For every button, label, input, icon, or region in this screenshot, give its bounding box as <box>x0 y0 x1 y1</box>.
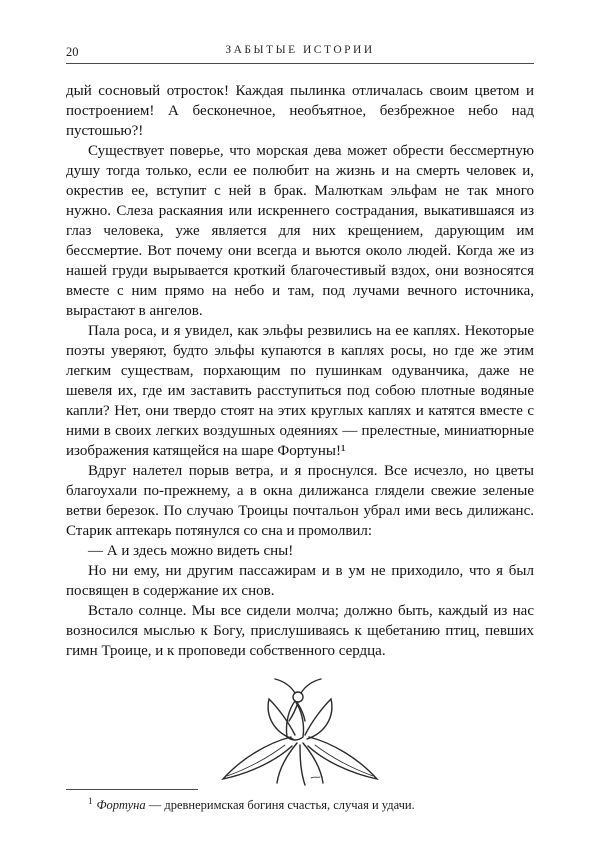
header-divider <box>66 63 534 64</box>
fairy-on-flower-icon <box>215 677 385 789</box>
footnote <box>66 797 534 813</box>
page-header <box>66 44 534 59</box>
body-text <box>66 81 534 661</box>
footnote-divider <box>66 789 198 790</box>
dialog-line: — А и здесь можно видеть сны! <box>88 543 294 559</box>
paragraph: Пала роса, и я увидел, как эльфы резвились на ее каплях. Некоторые поэты уверяют, будто эльфы купаются в каплях росы, но где же этим легким существам, порхающим по пушинкам одуванчика, даже не шевеля их, где им заставить расступиться под собою плотные водяные капли? Нет, они твердо стоят на этих круглых каплях и катятся вместе с ними в своих легких воздушных одеяниях — прелестные, миниатюрные изображения катящейся на шаре Фортуны!¹ <box>66 323 534 459</box>
page-number: 20 <box>66 45 79 59</box>
footnote-text: — древнеримская богиня счастья, случая и удачи. <box>148 798 415 812</box>
footnote-block <box>66 789 534 813</box>
fairy-flower-illustration <box>66 677 534 789</box>
paragraph: дый сосновый отросток! Каждая пылинка отличалась своим цветом и построением! А бесконечное, необъятное, безбрежное небо над пустошью?! <box>66 83 534 139</box>
paragraph: Но ни ему, ни другим пассажирам и в ум не приходило, что я был посвящен в содержание их снов. <box>66 563 534 599</box>
footnote-marker: 1 <box>88 795 93 806</box>
running-title: ЗАБЫТЫЕ ИСТОРИИ <box>225 44 375 56</box>
paragraph: Встало солнце. Мы все сидели молча; должно быть, каждый из нас возносился мыслью к Богу, прислушиваясь к щебетанию птиц, певших гимн Троице, и к проповеди собственного сердца. <box>66 603 534 659</box>
paragraph: Существует поверье, что морская дева может обрести бессмертную душу тогда только, если ее полюбит на жизнь и на смерть человек и, окрестив ее, вступит с ней в брак. Малюткам эльфам не так много нужно. Слеза раскаяния или искреннего сострадания, выкатившаяся из глаз человека, уже является для них крещением, дарующим им бессмертие. Вот почему они всегда и вьются около людей. Когда же из нашей груди вырывается кроткий благочестивый вздох, они возносятся вместе с ним прямо на небо и там, под лучами вечного источника, вырастают в ангелов. <box>66 143 534 319</box>
footnote-term: Фортуна <box>96 798 146 812</box>
paragraph: Вдруг налетел порыв ветра, и я проснулся. Все исчезло, но цветы благоухали по-прежнему, а в окна дилижанса глядели свежие зеленые ветви березок. По случаю Троицы почтальон убрал ими весь дилижанс. Старик аптекарь потянулся со сна и промолвил: <box>66 463 534 539</box>
